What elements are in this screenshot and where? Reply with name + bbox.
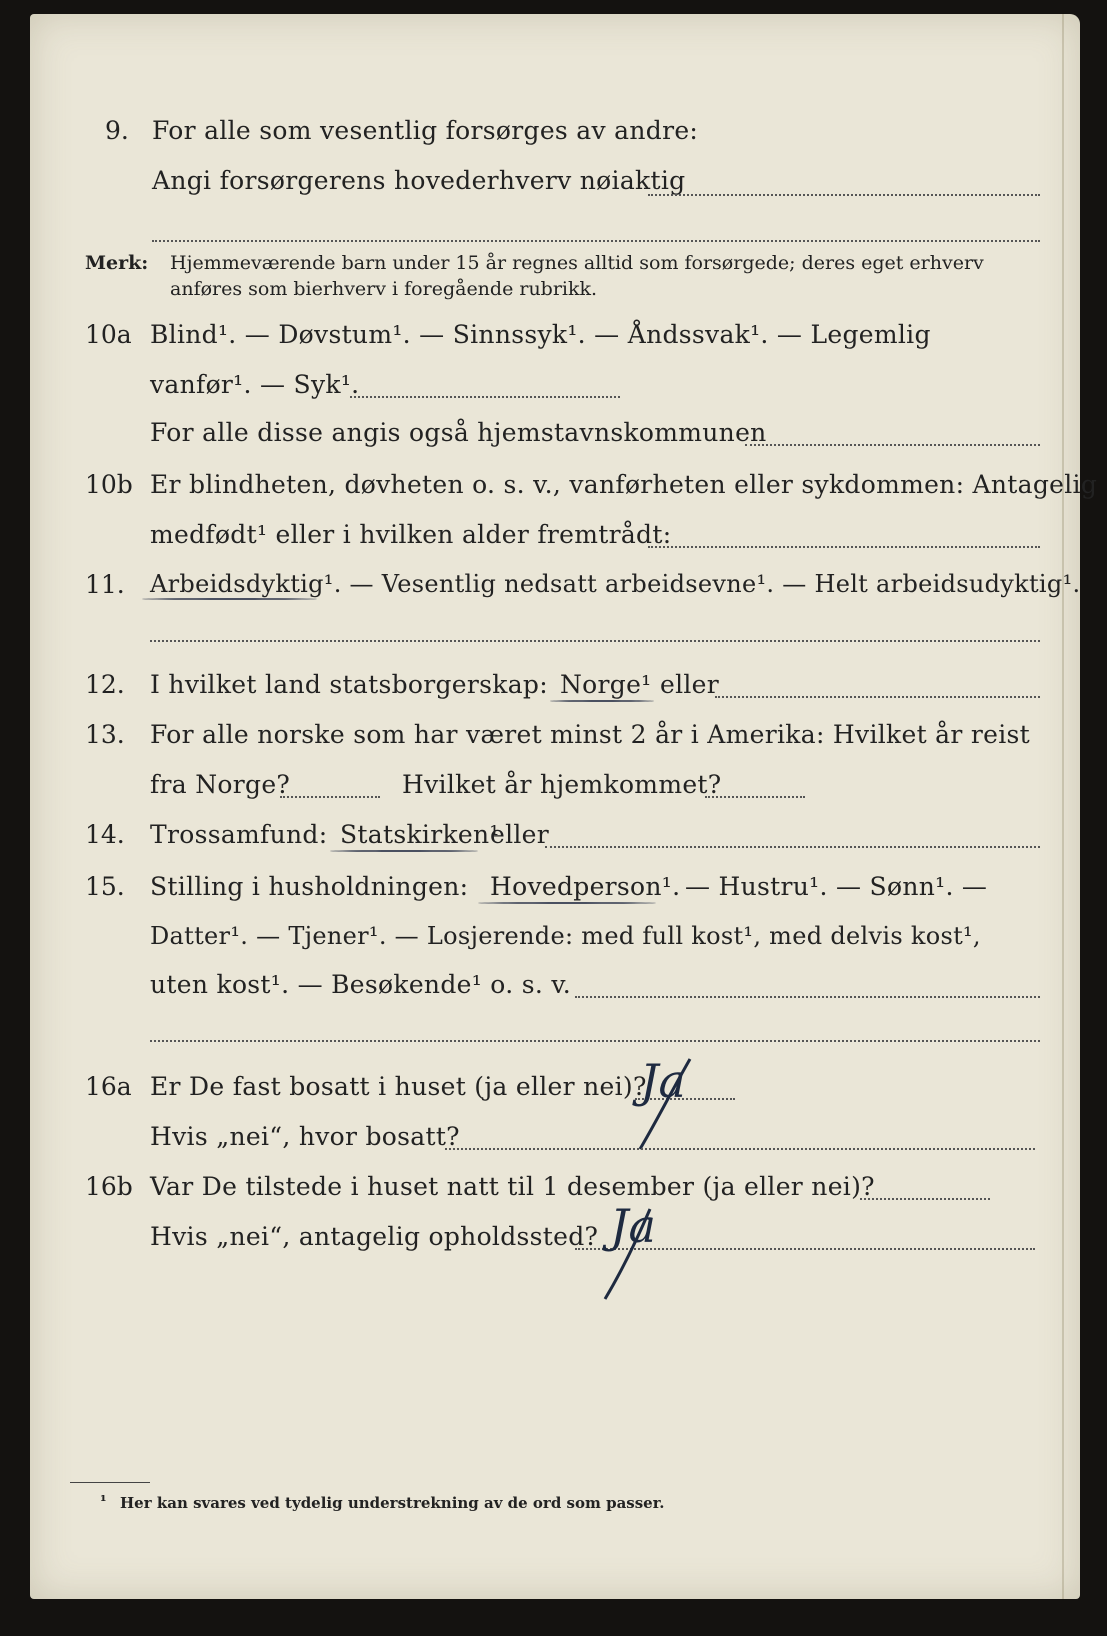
q10a-text-line1: Blind¹. — Døvstum¹. — Sinnssyk¹. — Åndssvak¹. — Legemlig [150,320,931,349]
q14-underline-statskirken [330,850,478,852]
q15-text-line3: uten kost¹. — Besøkende¹ o. s. v. [150,970,572,999]
merk-text-line2: anføres som bierhverv i foregående rubrikk. [170,278,598,300]
q16b-handwritten-answer: Ja [610,1199,656,1253]
q16b-number: 16b [85,1172,133,1201]
q14-text-statskirken: Statskirken¹ [340,820,500,849]
q9-text-line2: Angi forsørgerens hovederhverv nøiaktig [152,166,686,195]
q16a-handwritten-answer: Ja [640,1054,686,1108]
q16a-handwritten-stroke [630,1054,710,1154]
q10a-syk-line [350,396,620,398]
q12-answer-line [715,696,1040,698]
q11-text-line1: Arbeidsdyktig¹. — Vesentlig nedsatt arbeidsevne¹. — Helt arbeidsudyktig¹. [150,570,1081,598]
q10a-text-line2: vanfør¹. — Syk¹. [150,370,360,399]
q11-answer-line [150,640,1040,642]
q16a-number: 16a [85,1072,132,1101]
q15-text-hovedperson: Hovedperson¹. [490,872,681,901]
q14-text-eller: eller [490,820,550,849]
q16b-text-line1: Var De tilstede i huset natt til 1 desember (ja eller nei)? [150,1172,875,1201]
q12-underline-norge [550,700,654,702]
q10a-kommune-line [745,444,1040,446]
q15-underline-hovedperson [478,902,656,904]
q13-reist-line [280,796,380,798]
merk-text-line1: Hjemmeværende barn under 15 år regnes alltid som forsørgede; deres eget erhverv [170,252,984,274]
q13-text-line1: For alle norske som har været minst 2 år i Amerika: Hvilket år reist [150,720,1031,749]
q15-answer-line-2 [150,1040,1040,1042]
q10a-text-line3: For alle disse angis også hjemstavnskommunen [150,418,767,447]
q16a-text-line1: Er De fast bosatt i huset (ja eller nei)? [150,1072,647,1101]
q9-number: 9. [105,116,129,145]
q15-text-c: — Hustru¹. — Sønn¹. — [685,872,988,901]
census-form-page [30,14,1098,1599]
footnote-text: Her kan svares ved tydelig understrekning av de ord som passer. [120,1494,665,1512]
q14-text-a: Trossamfund: [150,820,328,849]
q13-number: 13. [85,720,125,749]
q10b-text-line2: medfødt¹ eller i hvilken alder fremtrådt: [150,520,672,549]
q15-number: 15. [85,872,125,901]
q13-hjemkommet-line [705,796,805,798]
q13-text-line2b: Hvilket år hjemkommet? [402,770,722,799]
q16a-text-line2: Hvis „nei“, hvor bosatt? [150,1122,460,1151]
q12-text-eller: eller [660,670,720,699]
q16b-handwritten-stroke [590,1204,670,1304]
q10b-number: 10b [85,470,133,499]
q13-text-line2a: fra Norge? [150,770,291,799]
q9-answer-line [648,194,1040,196]
q15-text-line2: Datter¹. — Tjener¹. — Losjerende: med full kost¹, med delvis kost¹, [150,922,981,950]
footnote-rule [70,1482,150,1483]
footnote-mark: ¹ [100,1492,107,1510]
q10b-answer-line [648,546,1040,548]
q11-number: 11. [85,570,125,599]
q15-answer-line [575,996,1040,998]
q14-answer-line [545,846,1040,848]
q9-text-line1: For alle som vesentlig forsørges av andre: [152,116,699,145]
q16a-bosatt-line [445,1148,1035,1150]
q16b-text-line2: Hvis „nei“, antagelig opholdssted? [150,1222,599,1251]
q12-text-a: I hvilket land statsborgerskap: [150,670,548,699]
q10a-number: 10a [85,320,132,349]
q11-underline-arbeidsdyktig [142,598,317,600]
merk-label: Merk: [85,252,149,274]
page-fold [1062,14,1064,1599]
q12-text-norge: Norge¹ [560,670,652,699]
q12-number: 12. [85,670,125,699]
q15-text-a: Stilling i husholdningen: [150,872,469,901]
q9-answer-line-2 [152,240,1040,242]
q10b-text-line1: Er blindheten, døvheten o. s. v., vanførheten eller sykdommen: Antagelig [150,470,1098,499]
q16b-answer-line [860,1198,990,1200]
q14-number: 14. [85,820,125,849]
